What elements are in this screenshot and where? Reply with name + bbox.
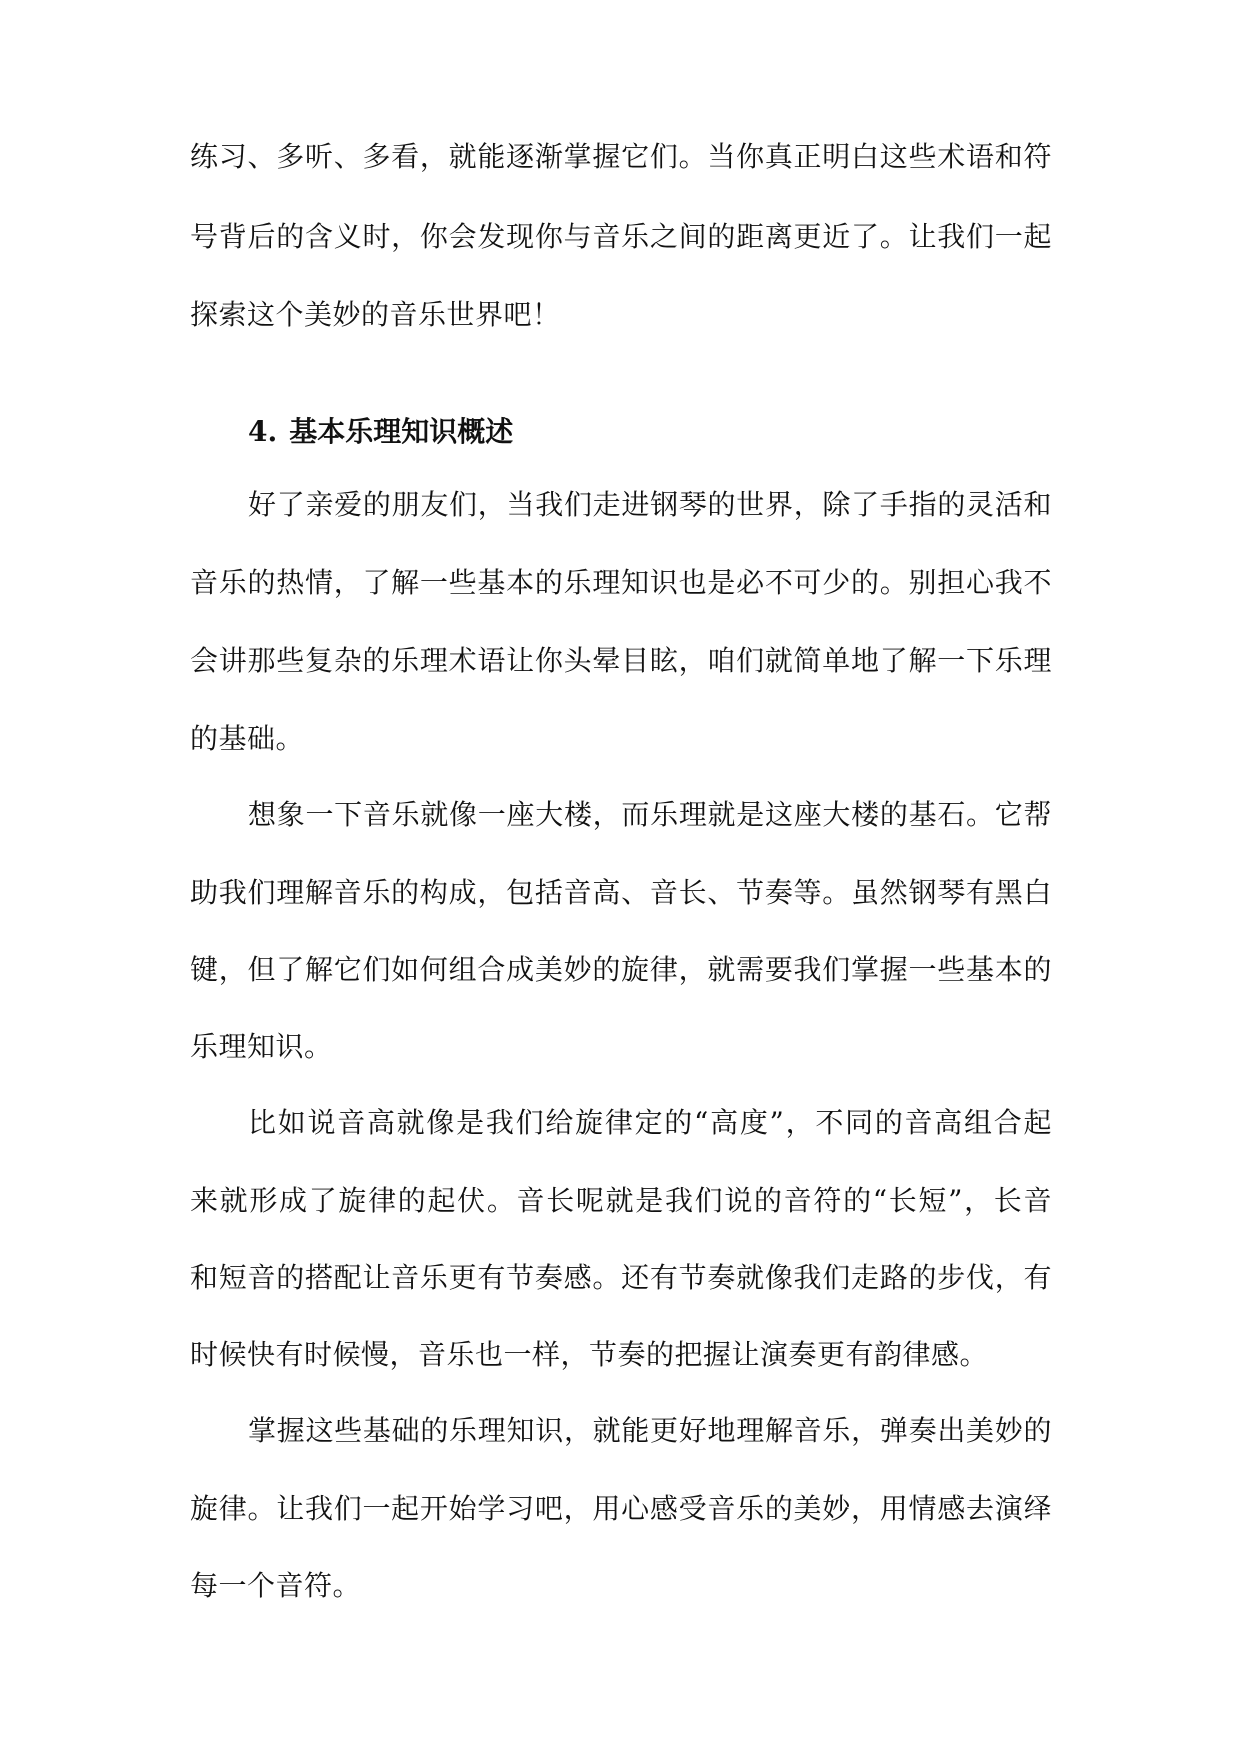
paragraph-line: 每一个音符。 (190, 1569, 362, 1602)
paragraph-line: 练习、多听、多看，就能逐渐掌握它们。当你真正明白这些术语和符 (190, 140, 1052, 173)
paragraph-line: 来就形成了旋律的起伏。音长呢就是我们说的音符的“长短”，长音 (190, 1184, 1052, 1217)
paragraph-line: 掌握这些基础的乐理知识，就能更好地理解音乐，弹奏出美妙的 (248, 1414, 1052, 1447)
section-title: 基本乐理知识概述 (289, 415, 514, 448)
paragraph-line: 比如说音高就像是我们给旋律定的“高度”，不同的音高组合起 (248, 1106, 1052, 1139)
paragraph-line: 音乐的热情，了解一些基本的乐理知识也是必不可少的。别担心我不 (190, 566, 1052, 599)
paragraph-line: 的基础。 (190, 722, 305, 755)
section-heading (248, 412, 513, 452)
paragraph-line: 旋律。让我们一起开始学习吧，用心感受音乐的美妙，用情感去演绎 (190, 1492, 1052, 1525)
paragraph-line: 助我们理解音乐的构成，包括音高、音长、节奏等。虽然钢琴有黑白 (190, 876, 1052, 909)
section-number: 4. (248, 415, 278, 448)
paragraph-line: 和短音的搭配让音乐更有节奏感。还有节奏就像我们走路的步伐，有 (190, 1261, 1052, 1294)
paragraph-line: 时候快有时候慢，音乐也一样，节奏的把握让演奏更有韵律感。 (190, 1338, 989, 1371)
paragraph-line: 会讲那些复杂的乐理术语让你头晕目眩，咱们就简单地了解一下乐理 (190, 644, 1052, 677)
paragraph-line: 想象一下音乐就像一座大楼，而乐理就是这座大楼的基石。它帮 (248, 798, 1052, 831)
paragraph-line: 乐理知识。 (190, 1030, 333, 1063)
paragraph-line: 号背后的含义时，你会发现你与音乐之间的距离更近了。让我们一起 (190, 220, 1052, 253)
paragraph-line: 好了亲爱的朋友们，当我们走进钢琴的世界，除了手指的灵活和 (248, 488, 1052, 521)
paragraph-line: 键，但了解它们如何组合成美妙的旋律，就需要我们掌握一些基本的 (190, 953, 1052, 986)
paragraph-line: 探索这个美妙的音乐世界吧！ (190, 298, 561, 331)
